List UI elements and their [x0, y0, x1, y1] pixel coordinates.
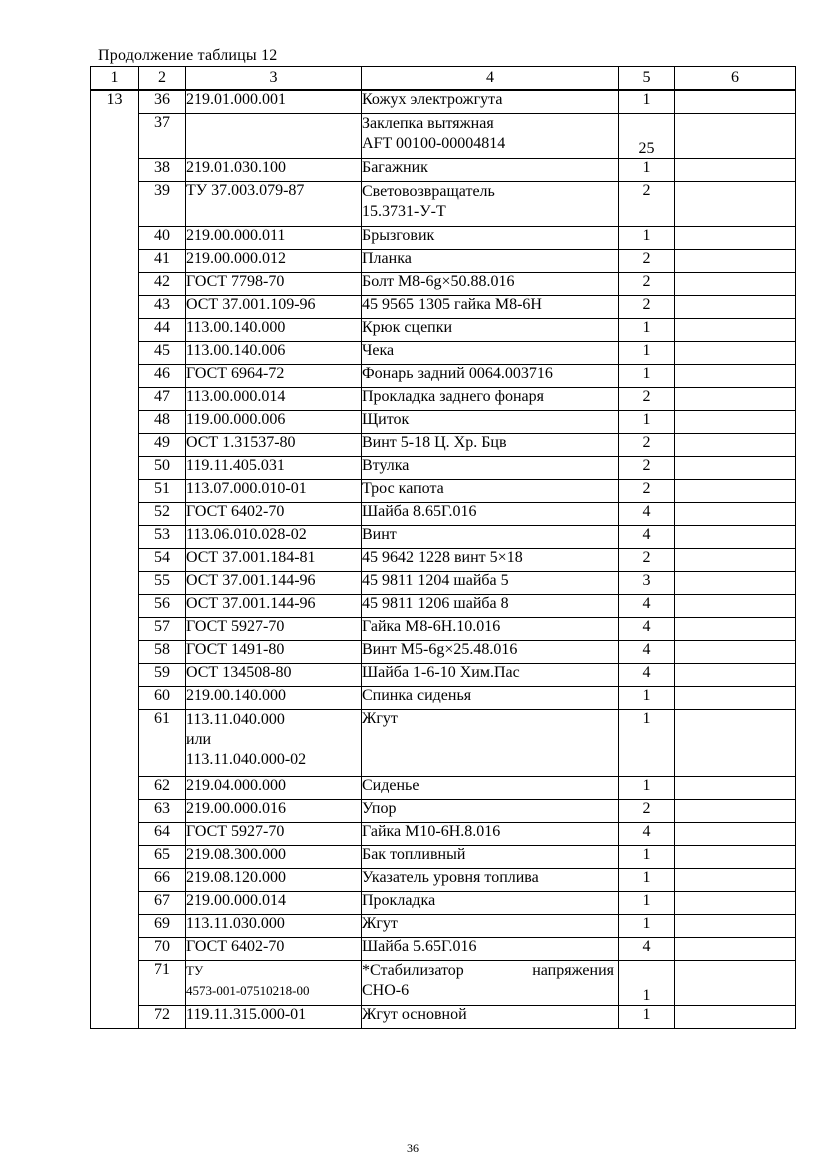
row-number: 51	[139, 480, 186, 503]
row-qty: 1	[619, 710, 675, 777]
table-row	[91, 664, 796, 687]
row-code	[186, 710, 362, 777]
row-qty: 2	[619, 480, 675, 503]
table-row	[91, 846, 796, 869]
row-note	[675, 549, 796, 572]
row-code: 219.00.000.012	[186, 250, 362, 273]
row-number: 43	[139, 296, 186, 319]
table-row	[91, 90, 796, 114]
table-row	[91, 938, 796, 961]
row-note	[675, 823, 796, 846]
row-name: Фонарь задний 0064.003716	[362, 365, 619, 388]
row-code: ОСТ 37.001.144-96	[186, 595, 362, 618]
row-name: Указатель уровня топлива	[362, 869, 619, 892]
row-note	[675, 457, 796, 480]
row-qty: 4	[619, 938, 675, 961]
row-qty: 4	[619, 823, 675, 846]
table-row	[91, 503, 796, 526]
row-number: 71	[139, 961, 186, 1006]
row-code: 113.11.030.000	[186, 915, 362, 938]
row-number: 62	[139, 777, 186, 800]
row-qty: 1	[619, 915, 675, 938]
row-name: Жгут основной	[362, 1006, 619, 1029]
header-col-2: 2	[139, 67, 186, 91]
row-qty: 25	[619, 114, 675, 159]
row-qty: 2	[619, 434, 675, 457]
table-row	[91, 641, 796, 664]
row-qty: 1	[619, 319, 675, 342]
row-number: 64	[139, 823, 186, 846]
table-row	[91, 159, 796, 182]
row-number: 38	[139, 159, 186, 182]
row-number: 39	[139, 182, 186, 227]
row-note	[675, 388, 796, 411]
row-code: 113.07.000.010-01	[186, 480, 362, 503]
row-code-line: 113.11.040.000-02	[186, 751, 307, 768]
row-name: 45 9811 1206 шайба 8	[362, 595, 619, 618]
row-name: Жгут	[362, 710, 619, 777]
row-code: ГОСТ 6402-70	[186, 938, 362, 961]
row-number: 42	[139, 273, 186, 296]
row-note	[675, 846, 796, 869]
row-name: Жгут	[362, 915, 619, 938]
table-row	[91, 777, 796, 800]
row-code: ТУ 37.003.079-87	[186, 182, 362, 227]
row-name: Бак топливный	[362, 846, 619, 869]
table-row	[91, 365, 796, 388]
row-name: Винт	[362, 526, 619, 549]
row-code: 113.00.140.000	[186, 319, 362, 342]
row-note	[675, 182, 796, 227]
row-name: 45 9565 1305 гайка М8-6Н	[362, 296, 619, 319]
row-number: 45	[139, 342, 186, 365]
row-note	[675, 159, 796, 182]
row-name: Втулка	[362, 457, 619, 480]
row-qty: 2	[619, 182, 675, 227]
row-note	[675, 90, 796, 114]
row-number: 37	[139, 114, 186, 159]
row-qty: 1	[619, 227, 675, 250]
table-row	[91, 411, 796, 434]
row-code: 219.00.000.016	[186, 800, 362, 823]
row-note	[675, 641, 796, 664]
row-note	[675, 227, 796, 250]
row-code: 219.04.000.000	[186, 777, 362, 800]
row-note	[675, 595, 796, 618]
row-name: Шайба 1-6-10 Хим.Пас	[362, 664, 619, 687]
row-code: ГОСТ 6964-72	[186, 365, 362, 388]
row-code: ГОСТ 5927-70	[186, 823, 362, 846]
row-code: 219.08.300.000	[186, 846, 362, 869]
row-number: 66	[139, 869, 186, 892]
row-note	[675, 434, 796, 457]
row-note	[675, 526, 796, 549]
row-code-line: 113.11.040.000	[186, 711, 285, 728]
row-note	[675, 296, 796, 319]
row-code-line: 4573-001-07510218-00	[186, 983, 310, 998]
table-row	[91, 480, 796, 503]
header-col-4: 4	[362, 67, 619, 91]
row-number: 61	[139, 710, 186, 777]
row-qty: 1	[619, 342, 675, 365]
row-note	[675, 892, 796, 915]
row-number: 70	[139, 938, 186, 961]
row-qty: 1	[619, 159, 675, 182]
row-qty: 2	[619, 457, 675, 480]
row-qty: 1	[619, 1006, 675, 1029]
row-number: 65	[139, 846, 186, 869]
row-note	[675, 114, 796, 159]
row-code: ГОСТ 1491-80	[186, 641, 362, 664]
row-number: 63	[139, 800, 186, 823]
row-name: Винт 5-18 Ц. Хр. Бцв	[362, 434, 619, 457]
row-qty: 1	[619, 411, 675, 434]
spec-table	[90, 66, 796, 1029]
row-number: 40	[139, 227, 186, 250]
header-row	[91, 67, 796, 91]
row-number: 49	[139, 434, 186, 457]
row-name: Чека	[362, 342, 619, 365]
row-code: 219.01.030.100	[186, 159, 362, 182]
table-row	[91, 1006, 796, 1029]
row-code: ГОСТ 5927-70	[186, 618, 362, 641]
row-note	[675, 800, 796, 823]
row-qty: 1	[619, 869, 675, 892]
row-number: 69	[139, 915, 186, 938]
row-name-line: Заклепка вытяжная	[362, 115, 494, 132]
table-caption: Продолжение таблицы 12	[98, 47, 278, 64]
row-qty: 2	[619, 549, 675, 572]
row-code	[186, 114, 362, 159]
table-row	[91, 595, 796, 618]
row-note	[675, 480, 796, 503]
table-row	[91, 618, 796, 641]
row-qty: 1	[619, 687, 675, 710]
row-qty: 2	[619, 250, 675, 273]
row-name-line: Световозвращатель	[362, 183, 495, 200]
row-code: 119.11.315.000-01	[186, 1006, 362, 1029]
row-qty: 1	[619, 90, 675, 114]
table-row	[91, 434, 796, 457]
row-number: 72	[139, 1006, 186, 1029]
row-name: Багажник	[362, 159, 619, 182]
row-note	[675, 503, 796, 526]
row-code: 113.06.010.028-02	[186, 526, 362, 549]
row-code: 219.00.000.011	[186, 227, 362, 250]
row-name: Планка	[362, 250, 619, 273]
row-note	[675, 411, 796, 434]
row-note	[675, 961, 796, 1006]
row-number: 47	[139, 388, 186, 411]
row-code: 219.08.120.000	[186, 869, 362, 892]
row-note	[675, 250, 796, 273]
row-name: Шайба 8.65Г.016	[362, 503, 619, 526]
row-name: Упор	[362, 800, 619, 823]
row-name: Сиденье	[362, 777, 619, 800]
row-note	[675, 342, 796, 365]
table-row	[91, 823, 796, 846]
header-col-3: 3	[186, 67, 362, 91]
row-note	[675, 777, 796, 800]
row-number: 48	[139, 411, 186, 434]
row-qty: 4	[619, 618, 675, 641]
row-name: Прокладка заднего фонаря	[362, 388, 619, 411]
row-qty: 1	[619, 961, 675, 1006]
row-name: Крюк сцепки	[362, 319, 619, 342]
row-number: 56	[139, 595, 186, 618]
row-note	[675, 938, 796, 961]
row-code-line: или	[186, 731, 212, 748]
row-code: 119.00.000.006	[186, 411, 362, 434]
row-code: 219.01.000.001	[186, 90, 362, 114]
row-qty: 3	[619, 572, 675, 595]
table-row	[91, 869, 796, 892]
row-name: Трос капота	[362, 480, 619, 503]
row-number: 44	[139, 319, 186, 342]
row-qty: 4	[619, 526, 675, 549]
row-note	[675, 915, 796, 938]
row-number: 59	[139, 664, 186, 687]
row-code: ОСТ 1.31537-80	[186, 434, 362, 457]
table-row	[91, 273, 796, 296]
row-name: Щиток	[362, 411, 619, 434]
row-name: 45 9811 1204 шайба 5	[362, 572, 619, 595]
row-note	[675, 273, 796, 296]
table-row	[91, 182, 796, 227]
row-name: Гайка М8-6Н.10.016	[362, 618, 619, 641]
table-row	[91, 710, 796, 777]
row-code	[186, 961, 362, 1006]
row-code: 113.00.140.006	[186, 342, 362, 365]
table-row	[91, 915, 796, 938]
row-note	[675, 687, 796, 710]
row-code: ОСТ 134508-80	[186, 664, 362, 687]
table-row	[91, 319, 796, 342]
row-note	[675, 664, 796, 687]
table-row	[91, 526, 796, 549]
row-name: 45 9642 1228 винт 5×18	[362, 549, 619, 572]
row-code: ГОСТ 7798-70	[186, 273, 362, 296]
row-name-line: СНО-6	[362, 982, 410, 999]
row-note	[675, 710, 796, 777]
row-number: 46	[139, 365, 186, 388]
row-qty: 2	[619, 296, 675, 319]
table-row	[91, 342, 796, 365]
table-row	[91, 114, 796, 159]
row-number: 67	[139, 892, 186, 915]
row-code-line: ТУ	[186, 963, 204, 978]
row-qty: 4	[619, 664, 675, 687]
row-number: 53	[139, 526, 186, 549]
row-qty: 4	[619, 503, 675, 526]
row-code: ОСТ 37.001.109-96	[186, 296, 362, 319]
row-note	[675, 365, 796, 388]
row-name: Спинка сиденья	[362, 687, 619, 710]
row-note	[675, 319, 796, 342]
row-note	[675, 618, 796, 641]
row-name-line: *Стабилизатор напряжения	[362, 962, 614, 979]
row-name	[362, 114, 619, 159]
table-row	[91, 457, 796, 480]
table-row	[91, 227, 796, 250]
row-qty: 2	[619, 273, 675, 296]
table-row	[91, 800, 796, 823]
table-row	[91, 388, 796, 411]
header-col-6: 6	[675, 67, 796, 91]
row-name-line: 15.3731-У-Т	[362, 203, 446, 220]
row-qty: 4	[619, 641, 675, 664]
row-number: 50	[139, 457, 186, 480]
row-number: 55	[139, 572, 186, 595]
row-code: ГОСТ 6402-70	[186, 503, 362, 526]
row-qty: 1	[619, 777, 675, 800]
row-note	[675, 1006, 796, 1029]
row-code: ОСТ 37.001.184-81	[186, 549, 362, 572]
row-qty: 2	[619, 800, 675, 823]
group-number: 13	[91, 90, 139, 1029]
row-name: Гайка М10-6Н.8.016	[362, 823, 619, 846]
row-qty: 1	[619, 892, 675, 915]
table-row	[91, 250, 796, 273]
row-code: 113.00.000.014	[186, 388, 362, 411]
table-row	[91, 687, 796, 710]
row-number: 58	[139, 641, 186, 664]
row-note	[675, 869, 796, 892]
row-number: 54	[139, 549, 186, 572]
table-row	[91, 296, 796, 319]
table-row	[91, 549, 796, 572]
row-name-line: AFT 00100-00004814	[362, 135, 506, 152]
row-code: 119.11.405.031	[186, 457, 362, 480]
row-name: Кожух электрожгута	[362, 90, 619, 114]
row-number: 52	[139, 503, 186, 526]
row-number: 41	[139, 250, 186, 273]
table-body	[91, 90, 796, 1029]
row-name	[362, 182, 619, 227]
header-col-1: 1	[91, 67, 139, 91]
row-qty: 4	[619, 595, 675, 618]
table-row	[91, 961, 796, 1006]
row-code: 219.00.140.000	[186, 687, 362, 710]
page-number: 36	[407, 1141, 419, 1155]
row-code: 219.00.000.014	[186, 892, 362, 915]
row-name: Прокладка	[362, 892, 619, 915]
row-number: 60	[139, 687, 186, 710]
row-code: ОСТ 37.001.144-96	[186, 572, 362, 595]
row-number: 36	[139, 90, 186, 114]
row-name: Шайба 5.65Г.016	[362, 938, 619, 961]
header-col-5: 5	[619, 67, 675, 91]
row-note	[675, 572, 796, 595]
row-qty: 1	[619, 365, 675, 388]
table-row	[91, 892, 796, 915]
row-name: Брызговик	[362, 227, 619, 250]
row-name	[362, 961, 619, 1006]
row-name: Болт М8-6g×50.88.016	[362, 273, 619, 296]
row-number: 57	[139, 618, 186, 641]
table-row	[91, 572, 796, 595]
row-qty: 2	[619, 388, 675, 411]
row-qty: 1	[619, 846, 675, 869]
row-name: Винт М5-6g×25.48.016	[362, 641, 619, 664]
